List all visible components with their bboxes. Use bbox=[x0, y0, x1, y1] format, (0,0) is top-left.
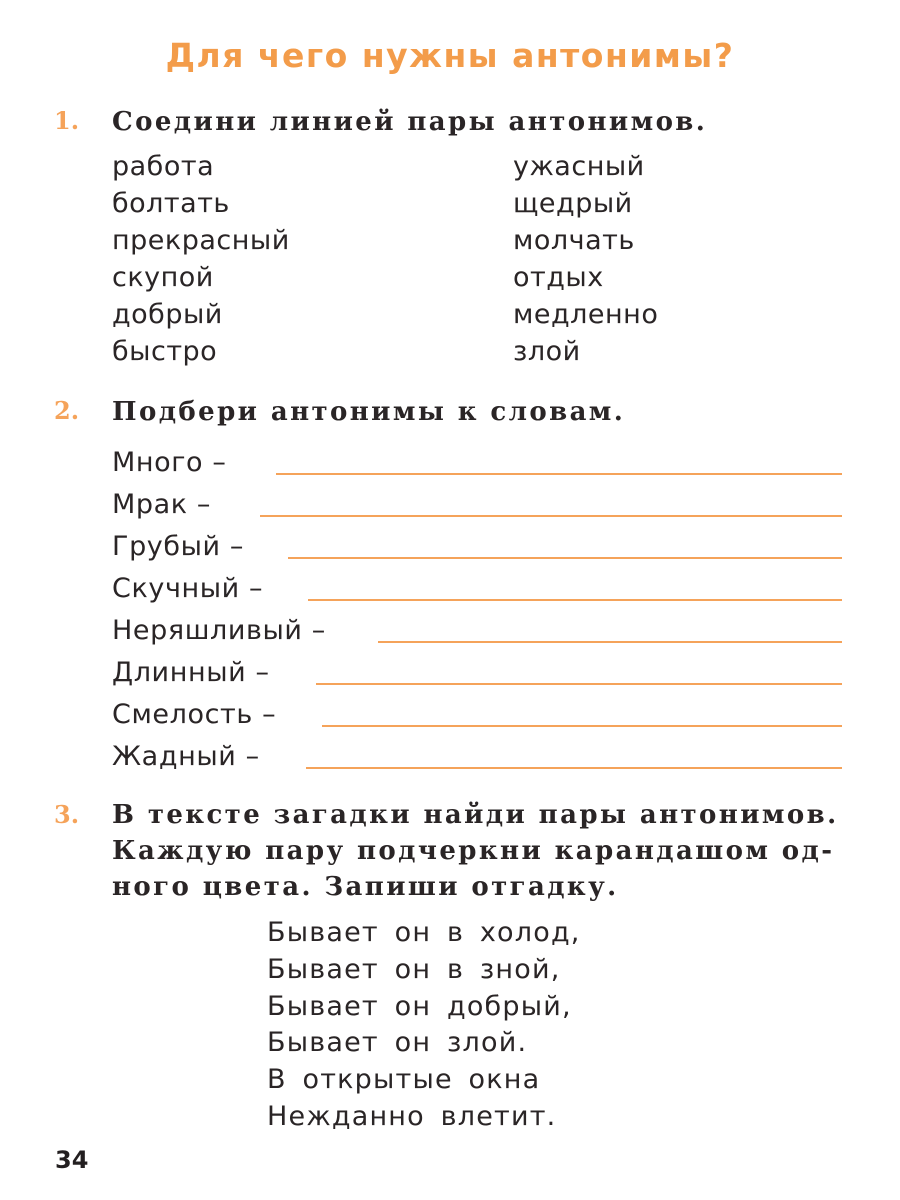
answer-line[interactable] bbox=[316, 683, 842, 685]
antonym-row bbox=[112, 443, 842, 483]
instruction-line: Каждую пару подчеркни карандашом од- bbox=[112, 836, 835, 866]
riddle-line: Бывает он в зной, bbox=[267, 953, 561, 985]
antonym-row bbox=[112, 695, 842, 735]
answer-line[interactable] bbox=[378, 641, 842, 643]
antonym-word: Длинный – bbox=[112, 657, 270, 688]
left-word[interactable]: работа bbox=[112, 151, 215, 182]
exercise-1-instruction: Соедини линией пары антонимов. bbox=[112, 107, 708, 137]
right-word[interactable]: отдых bbox=[513, 262, 604, 293]
right-word[interactable]: щедрый bbox=[513, 188, 633, 219]
right-word[interactable]: медленно bbox=[513, 299, 659, 330]
answer-line[interactable] bbox=[322, 725, 842, 727]
exercise-2-instruction: Подбери антонимы к словам. bbox=[112, 397, 626, 427]
answer-line[interactable] bbox=[288, 557, 842, 559]
right-word[interactable]: злой bbox=[513, 336, 581, 367]
right-word[interactable]: молчать bbox=[513, 225, 635, 256]
antonym-row bbox=[112, 653, 842, 693]
riddle-line: В открытые окна bbox=[267, 1064, 541, 1096]
page-title: Для чего нужны антонимы? bbox=[165, 36, 735, 75]
riddle-line: Бывает он добрый, bbox=[267, 990, 572, 1022]
left-word[interactable]: скупой bbox=[112, 262, 214, 293]
antonym-word: Смелость – bbox=[112, 699, 277, 730]
page-number: 34 bbox=[55, 1146, 89, 1174]
exercise-1-number: 1. bbox=[54, 106, 80, 135]
answer-line[interactable] bbox=[308, 599, 842, 601]
antonym-row bbox=[112, 527, 842, 567]
right-word[interactable]: ужасный bbox=[513, 151, 645, 182]
exercise-2-number: 2. bbox=[54, 396, 80, 425]
antonym-word: Много – bbox=[112, 447, 227, 478]
left-word[interactable]: прекрасный bbox=[112, 225, 290, 256]
left-word[interactable]: болтать bbox=[112, 188, 230, 219]
antonym-word: Мрак – bbox=[112, 489, 211, 520]
exercise-3-instruction bbox=[112, 797, 842, 905]
antonym-row bbox=[112, 737, 842, 777]
answer-line[interactable] bbox=[276, 473, 842, 475]
answer-line[interactable] bbox=[306, 767, 842, 769]
antonym-row bbox=[112, 485, 842, 525]
antonym-row bbox=[112, 569, 842, 609]
antonym-word: Грубый – bbox=[112, 531, 244, 562]
instruction-line: В тексте загадки найди пары антонимов. bbox=[112, 800, 839, 830]
antonym-word: Неряшливый – bbox=[112, 615, 326, 646]
antonym-word: Жадный – bbox=[112, 741, 260, 772]
antonym-row bbox=[112, 611, 842, 651]
riddle-line: Бывает он злой. bbox=[267, 1027, 528, 1059]
instruction-line: ного цвета. Запиши отгадку. bbox=[112, 872, 619, 902]
riddle-line: Нежданно влетит. bbox=[267, 1100, 557, 1132]
riddle-text bbox=[267, 915, 581, 1136]
antonym-word: Скучный – bbox=[112, 573, 264, 604]
left-word[interactable]: добрый bbox=[112, 299, 223, 330]
exercise-3-number: 3. bbox=[54, 800, 80, 829]
answer-line[interactable] bbox=[260, 515, 842, 517]
left-word[interactable]: быстро bbox=[112, 336, 218, 367]
riddle-line: Бывает он в холод, bbox=[267, 917, 581, 948]
